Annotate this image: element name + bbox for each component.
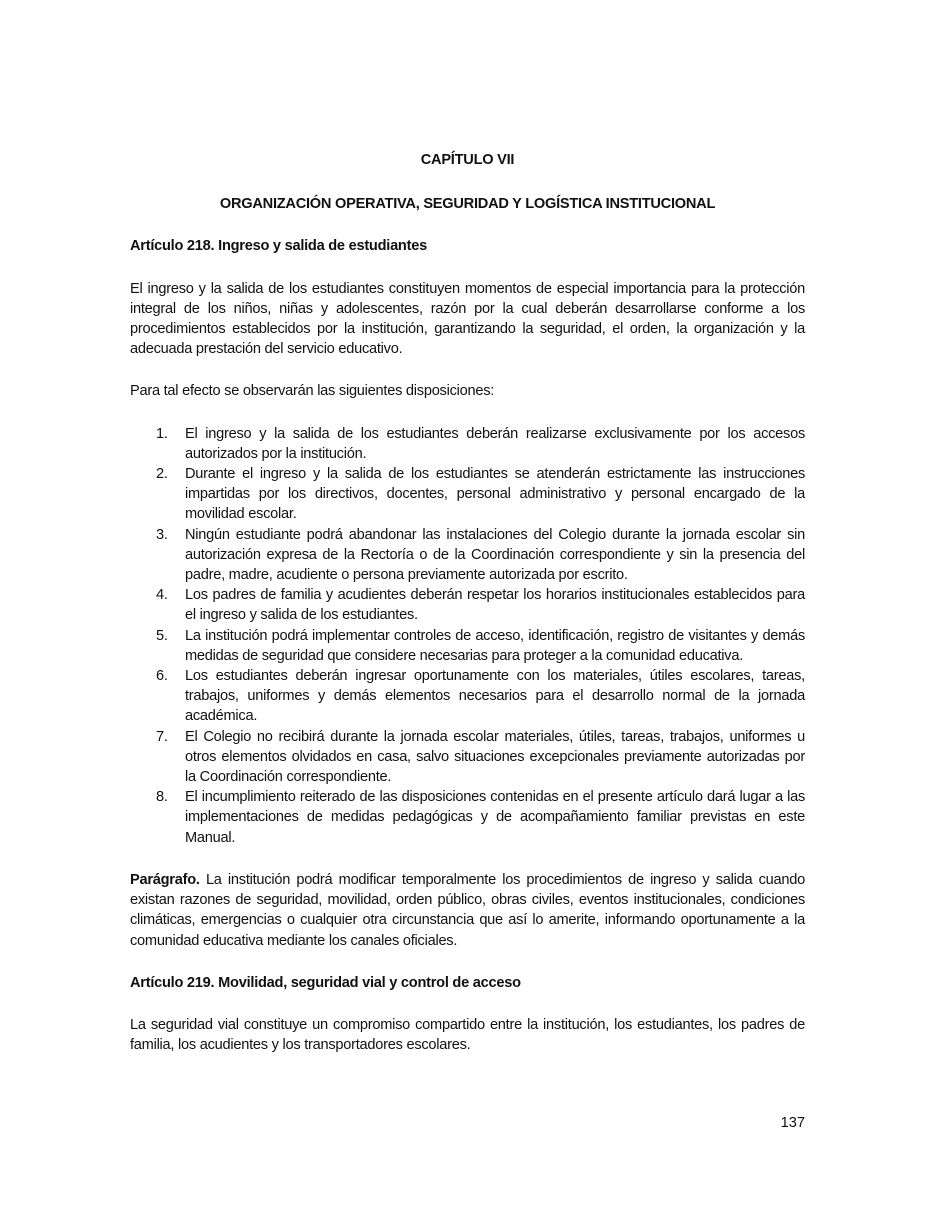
page-content <box>130 150 805 1055</box>
list-item-number: 7. <box>156 728 168 745</box>
provisions-list <box>130 424 805 848</box>
article-218-paragraph <box>130 870 805 951</box>
list-item <box>156 626 805 666</box>
list-item-text: El ingreso y la salida de los estudiantes deberán realizarse exclusivamente por los accesos autorizados por la institución. <box>185 425 805 462</box>
list-item-number: 4. <box>156 587 168 604</box>
page-number: 137 <box>780 1115 805 1131</box>
article-218-intro: El ingreso y la salida de los estudiantes constituyen momentos de especial importancia para la protección integral de los niños, niñas y adolescentes, razón por la cual deberán desarrollarse conforme a los procedimientos establecidos por la institución, garantizando la seguridad, el orden, la organización y la adecuada prestación del servicio educativo. <box>130 280 805 358</box>
list-item-text: Durante el ingreso y la salida de los estudiantes se atenderán estrictamente las instrucciones impartidas por los directivos, docentes, personal administrativo y personal encargado de la movilidad escolar. <box>185 466 805 523</box>
list-item-number: 2. <box>156 466 168 483</box>
list-item-number: 3. <box>156 526 168 543</box>
list-item-text: Ningún estudiante podrá abandonar las instalaciones del Colegio durante la jornada escolar sin autorización expresa de la Rectoría o de la Coordinación correspondiente y sin la presencia del padre, madre, acudiente o persona previamente autorizada por escrito. <box>185 526 805 584</box>
chapter-heading: CAPÍTULO VII <box>420 152 515 168</box>
section-heading: ORGANIZACIÓN OPERATIVA, SEGURIDAD Y LOGÍSTICA INSTITUCIONAL <box>219 196 716 213</box>
list-item-text: Los estudiantes deberán ingresar oportunamente con los materiales, útiles escolares, tareas, trabajos, uniformes y demás elementos necesarios para el desarrollo normal de la jornada académica. <box>185 668 805 725</box>
list-item-number: 8. <box>156 789 168 806</box>
list-item-number: 1. <box>156 425 168 442</box>
list-item <box>156 464 805 525</box>
list-item <box>156 424 805 464</box>
paragraph-label: Parágrafo. <box>130 871 200 888</box>
article-219-title: Artículo 219. Movilidad, seguridad vial y control de acceso <box>130 974 521 991</box>
list-item-text: La institución podrá implementar controles de acceso, identificación, registro de visitantes y demás medidas de seguridad que considere necesarias para proteger a la comunidad educativa. <box>185 627 805 664</box>
article-219-intro: La seguridad vial constituye un compromiso compartido entre la institución, los estudiantes, los padres de familia, los acudientes y los transportadores escolares. <box>130 1016 805 1054</box>
list-item-text: El Colegio no recibirá durante la jornada escolar materiales, útiles, tareas, trabajos, uniformes u otros elementos olvidados en casa, salvo situaciones excepcionales previamente autorizadas por la Coordinación correspondiente. <box>185 728 805 786</box>
paragraph-text: La institución podrá modificar temporalmente los procedimientos de ingreso y salida cuando existan razones de seguridad, movilidad, orden público, obras civiles, eventos institucionales, condiciones climáticas, emergencias o cualquier otra circunstancia que así lo amerite, informando oportunamente a la comunidad educativa mediante los canales oficiales. <box>130 871 805 949</box>
list-item <box>156 666 805 727</box>
list-item-number: 5. <box>156 627 168 644</box>
list-item <box>156 525 805 586</box>
list-item <box>156 727 805 788</box>
list-item <box>156 787 805 848</box>
list-item-text: El incumplimiento reiterado de las disposiciones contenidas en el presente artículo dará lugar a las implementaciones de medidas pedagógicas y de acompañamiento familiar previstas en este Manual. <box>185 789 805 846</box>
article-218-lead: Para tal efecto se observarán las siguientes disposiciones: <box>130 383 495 400</box>
list-item <box>156 585 805 625</box>
list-item-number: 6. <box>156 668 168 685</box>
list-item-text: Los padres de familia y acudientes deberán respetar los horarios institucionales establecidos para el ingreso y salida de los estudiantes. <box>185 587 805 624</box>
article-218-title: Artículo 218. Ingreso y salida de estudiantes <box>130 238 427 255</box>
